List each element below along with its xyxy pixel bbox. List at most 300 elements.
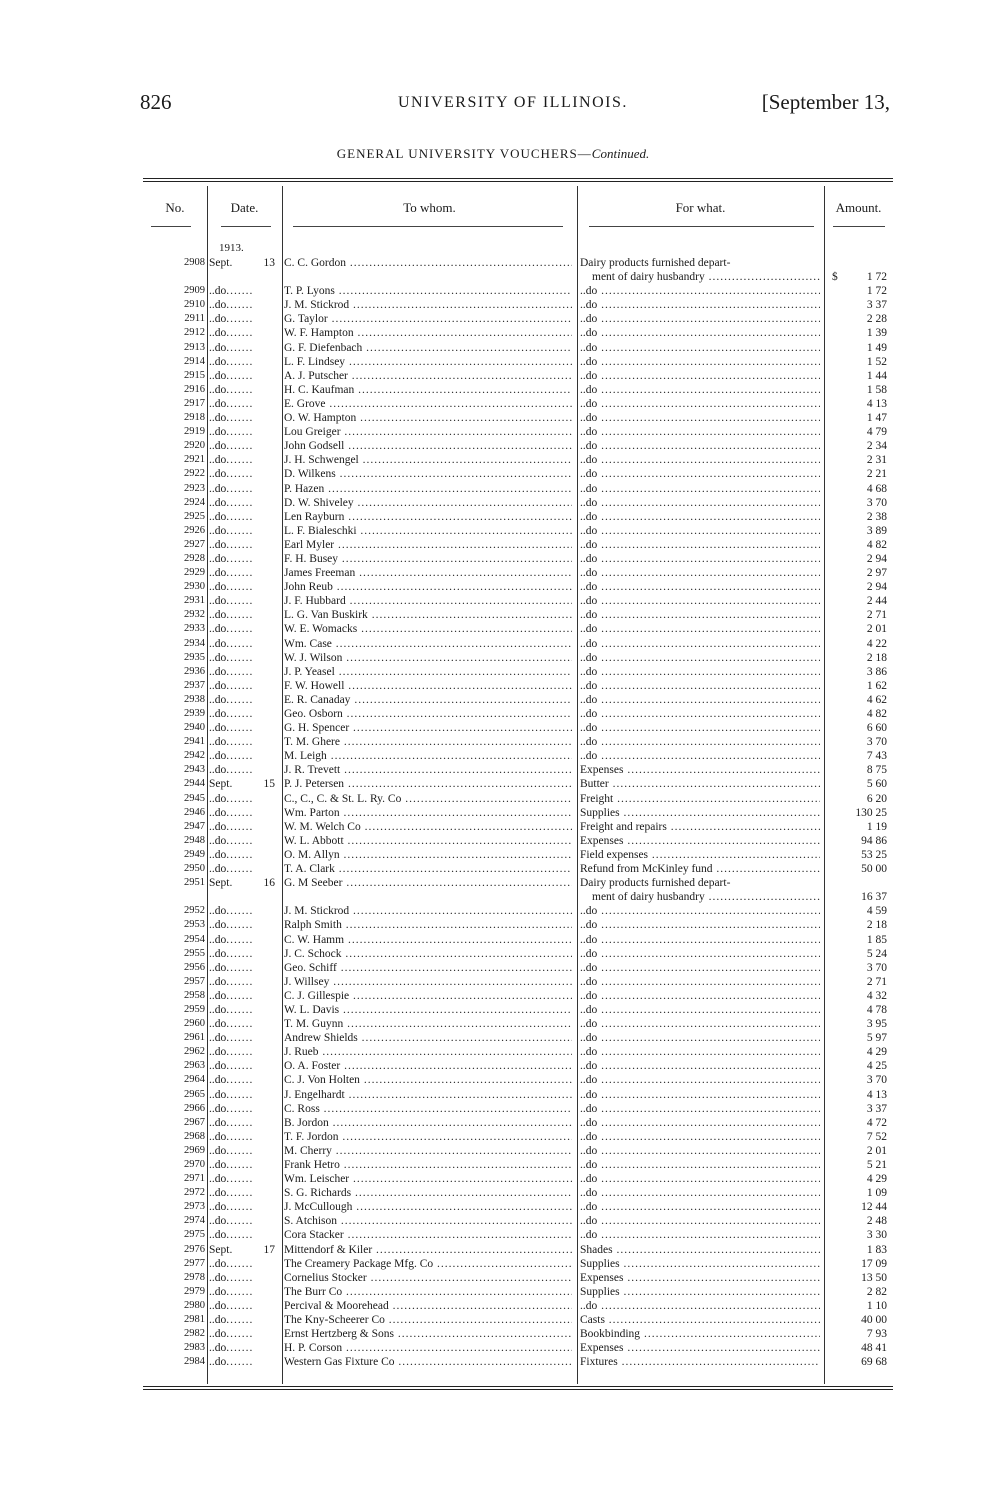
payee-name: O. A. Foster — [284, 1060, 341, 1073]
amount — [828, 284, 887, 298]
purpose-text: ..do — [580, 567, 598, 580]
voucher-date — [209, 1045, 279, 1059]
table-row — [143, 834, 893, 848]
payee-name: T. P. Lyons — [284, 285, 335, 298]
voucher-number: 2923 — [184, 482, 205, 494]
payee-name: Cornelius Stocker — [284, 1271, 367, 1284]
date-leader — [226, 1088, 252, 1102]
purpose — [580, 1257, 820, 1271]
amount — [828, 1243, 887, 1257]
purpose — [580, 721, 820, 735]
amount-value: 1 10 — [866, 1299, 887, 1312]
voucher-number: 2966 — [184, 1102, 205, 1114]
purpose-text: ..do — [580, 947, 598, 960]
table-row — [143, 1031, 893, 1045]
payee — [284, 369, 572, 383]
amount — [828, 411, 887, 425]
dollar-sign: $ — [832, 271, 838, 283]
purpose — [580, 369, 820, 383]
amount — [828, 665, 887, 679]
purpose-text: ..do — [580, 919, 598, 932]
payee-name: G. H. Spencer — [284, 722, 350, 735]
table-row — [143, 848, 893, 862]
voucher-date — [209, 806, 279, 820]
section-title — [0, 146, 986, 162]
date-leader — [226, 383, 252, 397]
purpose — [580, 1271, 820, 1285]
payee — [284, 326, 572, 340]
voucher-number: 2928 — [184, 552, 205, 564]
table-row — [143, 482, 893, 496]
purpose-text: ..do — [580, 285, 598, 298]
voucher-date — [209, 1313, 279, 1327]
table-row — [143, 1144, 893, 1158]
payee-name: P. J. Petersen — [284, 778, 345, 791]
purpose — [580, 355, 820, 369]
purpose — [580, 1116, 820, 1130]
payee-name: Wm. Leischer — [284, 1173, 350, 1186]
voucher-date — [209, 961, 279, 975]
table-row — [143, 1299, 893, 1313]
voucher-date — [209, 1130, 279, 1144]
payee — [284, 1045, 572, 1059]
payee — [284, 862, 572, 876]
voucher-date — [209, 651, 279, 665]
amount-value: 1 19 — [866, 820, 887, 833]
header-date: [September 13, — [761, 90, 890, 114]
purpose-text: Bookbinding — [580, 1328, 641, 1341]
payee-name: C. Ross — [284, 1102, 320, 1115]
date-month: ..do — [209, 510, 227, 523]
header-underline — [151, 226, 191, 227]
amount — [828, 298, 887, 312]
payee — [284, 1017, 572, 1031]
amount-value: 2 71 — [866, 609, 887, 622]
purpose-text: ..do — [580, 1088, 598, 1101]
voucher-date — [209, 355, 279, 369]
amount-value: 1 85 — [866, 933, 887, 946]
payee-name: Wm. Case — [284, 637, 332, 650]
payee-name: James Freeman — [284, 567, 356, 580]
purpose-text: ..do — [580, 975, 598, 988]
purpose — [580, 904, 820, 918]
purpose — [580, 1228, 820, 1242]
voucher-number: 2954 — [184, 933, 205, 945]
payee-name: W. J. Wilson — [284, 651, 343, 664]
payee — [284, 341, 572, 355]
date-month: ..do — [209, 679, 227, 692]
payee-name: G. Taylor — [284, 313, 328, 326]
amount-value: 1 39 — [866, 327, 887, 340]
purpose-text: ..do — [580, 510, 598, 523]
purpose-text: ..do — [580, 1116, 598, 1129]
amount-value: 40 00 — [861, 1314, 887, 1327]
date-leader — [226, 1214, 252, 1228]
voucher-number: 2922 — [184, 468, 205, 480]
date-month: ..do — [209, 397, 227, 410]
voucher-number: 2983 — [184, 1342, 205, 1354]
top-rule-2 — [143, 181, 893, 182]
payee — [284, 622, 572, 636]
date-leader — [226, 735, 252, 749]
purpose — [580, 735, 820, 749]
date-month: ..do — [209, 412, 227, 425]
purpose-text: ..do — [580, 1201, 598, 1214]
section-title-continued: Continued. — [591, 146, 650, 161]
voucher-date — [209, 467, 279, 481]
amount-value: 2 38 — [866, 510, 887, 523]
voucher-number: 2957 — [184, 975, 205, 987]
payee — [284, 1228, 572, 1242]
purpose-text: ..do — [580, 440, 598, 453]
purpose — [580, 1017, 820, 1031]
payee — [284, 651, 572, 665]
amount-value: 69 68 — [861, 1356, 887, 1369]
amount-value: 4 13 — [866, 1088, 887, 1101]
voucher-date — [209, 284, 279, 298]
date-leader — [226, 594, 252, 608]
voucher-date — [209, 482, 279, 496]
date-month: ..do — [209, 1046, 227, 1059]
amount — [828, 1172, 887, 1186]
date-leader — [226, 1144, 252, 1158]
purpose — [580, 834, 820, 848]
table-row — [143, 1186, 893, 1200]
date-leader — [226, 439, 252, 453]
voucher-number: 2981 — [184, 1314, 205, 1326]
amount-value: 4 82 — [866, 708, 887, 720]
amount-value: 12 44 — [861, 1201, 887, 1214]
table-row — [143, 707, 893, 721]
date-month: Sept. — [209, 257, 233, 269]
voucher-date — [209, 1299, 279, 1313]
voucher-date — [209, 1285, 279, 1299]
voucher-number: 2934 — [184, 637, 205, 649]
table-row — [143, 341, 893, 355]
payee — [284, 848, 572, 862]
date-month: ..do — [209, 1018, 227, 1031]
amount — [828, 1102, 887, 1116]
amount — [828, 1271, 887, 1285]
table-row — [143, 665, 893, 679]
table-row — [143, 439, 893, 453]
purpose-text: ..do — [580, 1032, 598, 1045]
payee — [284, 1116, 572, 1130]
amount-value: 1 72 — [866, 285, 887, 298]
purpose — [580, 411, 820, 425]
voucher-date — [209, 1073, 279, 1087]
amount — [828, 369, 887, 383]
table-row — [143, 1271, 893, 1285]
purpose-text: ..do — [580, 651, 598, 664]
amount — [828, 552, 887, 566]
date-month: ..do — [209, 1144, 227, 1157]
payee — [284, 1031, 572, 1045]
purpose — [580, 918, 820, 932]
voucher-number: 2946 — [184, 806, 205, 818]
table-row — [143, 1158, 893, 1172]
voucher-number: 2959 — [184, 1003, 205, 1015]
voucher-number: 2961 — [184, 1032, 205, 1044]
payee — [284, 510, 572, 524]
purpose-text: ..do — [580, 383, 598, 396]
payee — [284, 467, 572, 481]
amount-value: 8 75 — [866, 764, 887, 777]
date-leader — [226, 707, 252, 721]
date-leader — [226, 862, 252, 876]
purpose — [580, 1186, 820, 1200]
amount-value: 1 83 — [866, 1243, 887, 1256]
date-leader — [226, 961, 252, 975]
amount — [828, 1059, 887, 1073]
table-body — [143, 256, 893, 1369]
date-leader — [226, 679, 252, 693]
amount — [828, 1130, 887, 1144]
amount — [828, 651, 887, 665]
amount — [828, 890, 887, 904]
payee-name: Western Gas Fixture Co — [284, 1356, 395, 1369]
voucher-date — [209, 369, 279, 383]
purpose-text: ..do — [580, 1173, 598, 1186]
table-row — [143, 876, 893, 904]
payee — [284, 1073, 572, 1087]
voucher-date — [209, 411, 279, 425]
amount — [828, 1003, 887, 1017]
date-month: ..do — [209, 947, 227, 960]
amount-value: 48 41 — [861, 1342, 887, 1355]
date-leader — [226, 834, 252, 848]
date-day: 15 — [263, 778, 275, 791]
amount-value: 2 18 — [866, 919, 887, 932]
table-row — [143, 496, 893, 510]
table-row — [143, 566, 893, 580]
payee — [284, 1257, 572, 1271]
purpose — [580, 933, 820, 947]
date-month: ..do — [209, 637, 227, 650]
payee — [284, 637, 572, 651]
amount — [828, 482, 887, 496]
amount-value: 1 44 — [866, 369, 887, 382]
amount-value: 4 68 — [866, 482, 887, 495]
table-row — [143, 284, 893, 298]
payee-name: H. C. Kaufman — [284, 383, 355, 396]
amount-value: 2 34 — [866, 440, 887, 453]
date-leader — [226, 1017, 252, 1031]
table-row — [143, 1285, 893, 1299]
date-leader — [226, 947, 252, 961]
amount-value: 4 29 — [866, 1046, 887, 1059]
amount-value: 4 79 — [866, 426, 887, 439]
voucher-date — [209, 510, 279, 524]
amount — [828, 622, 887, 636]
purpose — [580, 566, 820, 580]
purpose-text: ..do — [580, 722, 598, 735]
amount-value: 4 72 — [866, 1116, 887, 1129]
date-leader — [226, 904, 252, 918]
payee — [284, 453, 572, 467]
purpose — [580, 637, 820, 651]
date-month: ..do — [209, 285, 227, 298]
table-row — [143, 763, 893, 777]
payee — [284, 1172, 572, 1186]
date-month: ..do — [209, 299, 227, 312]
voucher-date — [209, 862, 279, 876]
purpose-text: Supplies — [580, 1257, 620, 1270]
purpose-text: ..do — [580, 1003, 598, 1016]
date-leader — [226, 848, 252, 862]
amount-value: 2 21 — [866, 468, 887, 481]
date-month: ..do — [209, 1201, 227, 1214]
purpose-line-1: Dairy products furnished depart- — [580, 257, 731, 269]
amount — [828, 453, 887, 467]
voucher-number: 2951 — [184, 877, 205, 889]
voucher-number: 2976 — [184, 1243, 205, 1255]
amount — [828, 1186, 887, 1200]
date-month: ..do — [209, 623, 227, 636]
amount — [828, 693, 887, 707]
purpose — [580, 777, 820, 791]
amount-value: 1 52 — [866, 355, 887, 368]
payee — [284, 904, 572, 918]
voucher-number: 2973 — [184, 1201, 205, 1213]
payee-name: Geo. Osborn — [284, 708, 343, 720]
purpose-text: ..do — [580, 482, 598, 495]
table-row — [143, 1116, 893, 1130]
table-row — [143, 806, 893, 820]
purpose-text: ..do — [580, 609, 598, 622]
payee-name: J. M. Stickrod — [284, 905, 350, 918]
table-row — [143, 524, 893, 538]
voucher-date — [209, 665, 279, 679]
voucher-number: 2910 — [184, 299, 205, 311]
date-month: ..do — [209, 1074, 227, 1087]
table-row — [143, 1003, 893, 1017]
date-month: ..do — [209, 792, 227, 805]
payee-name: Percival & Moorehead — [284, 1299, 389, 1312]
date-month: ..do — [209, 933, 227, 946]
date-leader — [226, 538, 252, 552]
date-month: ..do — [209, 693, 227, 706]
voucher-number: 2962 — [184, 1046, 205, 1058]
purpose-text: ..do — [580, 933, 598, 946]
voucher-date — [209, 524, 279, 538]
date-month: ..do — [209, 496, 227, 509]
voucher-date — [209, 707, 279, 721]
voucher-date — [209, 256, 279, 270]
purpose — [580, 1355, 820, 1369]
payee-name: P. Hazen — [284, 482, 325, 495]
table-row — [143, 1341, 893, 1355]
purpose — [580, 482, 820, 496]
payee-name: J. F. Hubbard — [284, 595, 346, 608]
payee-name: O. M. Allyn — [284, 848, 340, 861]
date-leader — [226, 467, 252, 481]
amount — [828, 496, 887, 510]
voucher-date — [209, 1158, 279, 1172]
voucher-number: 2971 — [184, 1173, 205, 1185]
date-leader — [226, 1200, 252, 1214]
date-month: ..do — [209, 1102, 227, 1115]
voucher-date — [209, 1228, 279, 1242]
date-month: ..do — [209, 820, 227, 833]
purpose-text: ..do — [580, 581, 598, 594]
voucher-date — [209, 1059, 279, 1073]
amount-value: 6 20 — [866, 792, 887, 805]
amount-value: 94 86 — [861, 834, 887, 847]
amount — [828, 735, 887, 749]
payee-name: C. J. Von Holten — [284, 1074, 360, 1087]
payee-name: S. Atchison — [284, 1215, 338, 1228]
date-leader — [226, 369, 252, 383]
amount — [828, 975, 887, 989]
payee — [284, 749, 572, 763]
purpose-text: ..do — [580, 1229, 598, 1242]
voucher-date — [209, 383, 279, 397]
payee-name: J. Willsey — [284, 975, 330, 988]
voucher-number: 2909 — [184, 285, 205, 297]
purpose-text: ..do — [580, 679, 598, 692]
date-leader — [226, 1158, 252, 1172]
table-row — [143, 1172, 893, 1186]
payee — [284, 608, 572, 622]
voucher-number: 2911 — [184, 313, 205, 325]
payee — [284, 496, 572, 510]
payee — [284, 792, 572, 806]
payee-name: C. J. Gillespie — [284, 989, 350, 1002]
date-leader — [226, 284, 252, 298]
voucher-date — [209, 496, 279, 510]
amount-value: 7 93 — [866, 1328, 887, 1341]
amount — [828, 1144, 887, 1158]
date-month: ..do — [209, 905, 227, 918]
payee — [284, 298, 572, 312]
voucher-number: 2952 — [184, 905, 205, 917]
amount-value: 3 70 — [866, 961, 887, 974]
amount-value: 130 25 — [855, 806, 887, 819]
date-leader — [226, 326, 252, 340]
amount-value: 2 31 — [866, 454, 887, 467]
payee — [284, 961, 572, 975]
date-leader — [226, 1059, 252, 1073]
payee-name: L. F. Lindsey — [284, 355, 346, 368]
voucher-date — [209, 1017, 279, 1031]
payee-name: The Kny-Scheerer Co — [284, 1314, 385, 1327]
payee — [284, 693, 572, 707]
amount-value: 2 82 — [866, 1285, 887, 1298]
amount — [828, 467, 887, 481]
table-row — [143, 608, 893, 622]
purpose-text: ..do — [580, 1215, 598, 1228]
purpose-text: Freight and repairs — [580, 820, 667, 833]
date-leader — [226, 622, 252, 636]
purpose — [580, 1313, 820, 1327]
voucher-date — [209, 792, 279, 806]
table-row — [143, 961, 893, 975]
amount-value: 1 49 — [866, 341, 887, 354]
date-leader — [226, 1285, 252, 1299]
amount — [828, 763, 887, 777]
payee-name: Geo. Schiff — [284, 961, 337, 974]
purpose-line-1: Dairy products furnished depart- — [580, 877, 731, 890]
amount — [828, 439, 887, 453]
date-month: ..do — [209, 848, 227, 861]
purpose — [580, 524, 820, 538]
voucher-number: 2921 — [184, 454, 205, 466]
purpose-text: ..do — [580, 1074, 598, 1087]
payee-name: Wm. Parton — [284, 806, 340, 819]
purpose — [580, 848, 820, 862]
table-row — [143, 411, 893, 425]
